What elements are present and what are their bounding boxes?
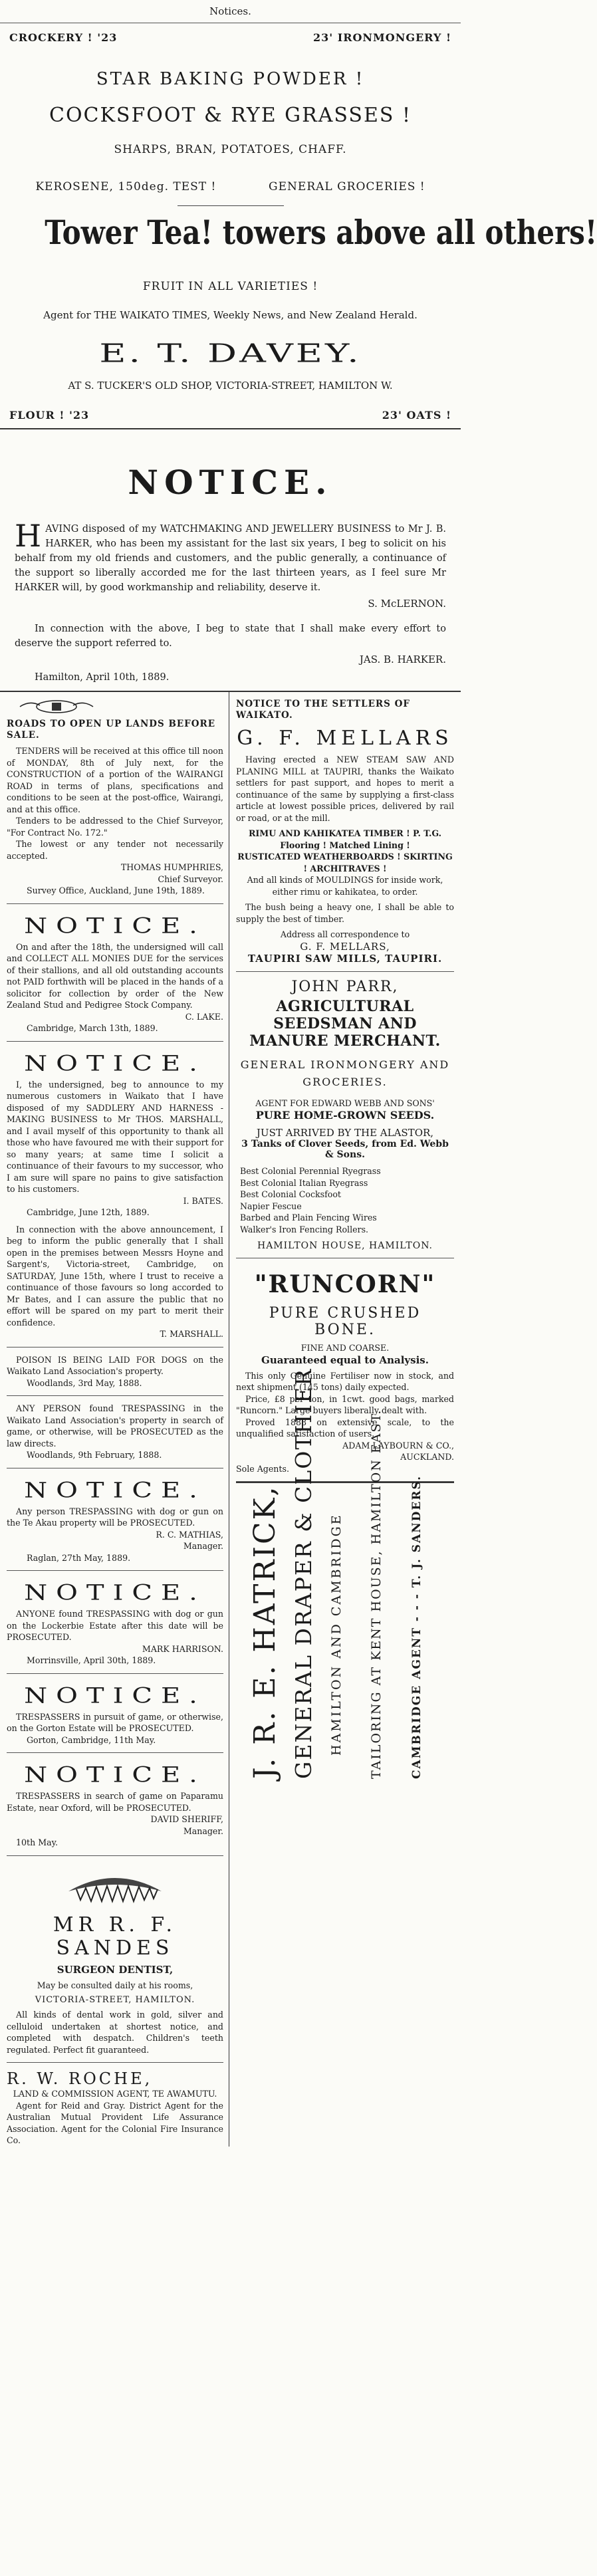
roads-body-2: Tenders to be addressed to the Chief Surveyor, "For Contract No. 172." bbox=[7, 816, 223, 838]
masthead: Notices. bbox=[0, 0, 461, 23]
ad-header-row bbox=[9, 26, 451, 44]
trespass-4-date: Gorton, Cambridge, 11th May. bbox=[27, 1734, 156, 1745]
lake-signature: C. LAKE. bbox=[185, 1011, 223, 1022]
left-column bbox=[0, 692, 229, 2147]
mouldings-line: And all kinds of MOULDINGS for inside work, either rimu or kahikatea, to order. bbox=[247, 875, 443, 897]
mclernon-notice bbox=[0, 429, 461, 692]
trespass-notice-1 bbox=[7, 1396, 223, 1468]
bates-body: I, the undersigned, beg to announce to my numerous customers in Waikato that I have disposed of my SADDLERY AND HARNESS - MAKING BUSINESS to Mr THOS. MARSHALL, and I avail myself of this opportunity to thank all those who have favoured me with their support for so many years; at same time I solicit a continuance of their favours to my successor, who I am sure will spare no pains to give satisfaction to his customers. bbox=[7, 1079, 223, 1194]
kerosene-label: KEROSENE, 150deg. TEST ! bbox=[35, 180, 217, 193]
trespass-3-signature: MARK HARRISON. bbox=[142, 1643, 223, 1654]
list-item: Best Colonial Perennial Ryegrass bbox=[240, 1166, 381, 1176]
runcorn-pure: PURE CRUSHED BONE. bbox=[269, 1305, 421, 1338]
draper-line: GENERAL DRAPER & CLOTHIER bbox=[291, 1367, 316, 1779]
rimu-line: RIMU AND KAHIKATEA TIMBER ! P. T.G. Flooring ! Matched Lining ! bbox=[248, 828, 442, 850]
trespass-5-signature-title: Manager. bbox=[183, 1825, 223, 1836]
harker-paragraph: In connection with the above, I beg to state that I shall make every effort to deserve the support referred to. bbox=[15, 624, 446, 649]
trespass-3-date: Morrinsville, April 30th, 1889. bbox=[27, 1655, 156, 1665]
notice-heading: NOTICE. bbox=[24, 1580, 206, 1605]
notice-heading: NOTICE. bbox=[24, 1683, 206, 1708]
mellars-mill: TAUPIRI SAW MILLS, TAUPIRI. bbox=[247, 952, 443, 965]
runcorn-city: AUCKLAND. bbox=[400, 1452, 454, 1462]
parr-general: GENERAL IRONMONGERY AND GROCERIES. bbox=[240, 1058, 450, 1088]
cambridge-agent-line: CAMBRIDGE AGENT - - - T. J. SANDERS. bbox=[410, 1474, 423, 1779]
trespass-3-body: ANYONE found TRESPASSING with dog or gun on the Lockerbie Estate after this date will be PROSECUTED. bbox=[7, 1609, 223, 1642]
runcorn-signature: ADAM LAYBOURN & CO., bbox=[342, 1440, 454, 1451]
mellars-name: G. F. MELLARS bbox=[237, 727, 453, 750]
ad-footer-row bbox=[9, 409, 451, 421]
lake-body: On and after the 18th, the undersigned will call and COLLECT ALL MONIES DUE for the services of their stallions, and all old outstanding accounts not PAID forthwith will be placed in the hands of a solicitor for collection by order of the New Zealand Stud and Pedigree Stock Company. bbox=[7, 941, 223, 1010]
trespass-2-body: Any person TRESPASSING with dog or gun on the Te Akau property will be PROSECUTED. bbox=[7, 1506, 223, 1528]
poison-body: POISON IS BEING LAID FOR DOGS on the Waikato Land Association's property. bbox=[7, 1354, 223, 1376]
hatrick-name: J. R. E. HATRICK, bbox=[248, 1484, 282, 1779]
parr-name: JOHN PARR, bbox=[291, 978, 399, 995]
notice-heading: NOTICE. bbox=[24, 1762, 206, 1788]
parr-seeds: PURE HOME-GROWN SEEDS. bbox=[255, 1109, 435, 1121]
parr-title: AGRICULTURAL SEEDSMAN AND MANURE MERCHANT. bbox=[249, 997, 441, 1050]
roads-notice bbox=[7, 692, 223, 904]
notice-title: NOTICE. bbox=[128, 463, 333, 502]
address-line: Address all correspondence to bbox=[280, 929, 410, 939]
right-column bbox=[229, 692, 461, 2147]
star-baking-powder: STAR BAKING POWDER ! bbox=[96, 69, 365, 89]
parr-agent: AGENT FOR EDWARD WEBB AND SONS' bbox=[255, 1098, 435, 1108]
list-item: Napier Fescue bbox=[240, 1201, 302, 1211]
dentist-body-2: All kinds of dental work in gold, silver and celluloid undertaken at shortest notice, and completed with despatch. Children's teeth regulated. Perfect fit guaranteed. bbox=[7, 2010, 223, 2055]
two-column-section bbox=[0, 692, 461, 2147]
notice-heading: NOTICE. bbox=[24, 1051, 206, 1076]
mellars-signature: G. F. MELLARS, bbox=[300, 940, 390, 953]
parr-advert bbox=[236, 972, 454, 1259]
trespass-notice-3 bbox=[7, 1571, 223, 1674]
parr-item-list bbox=[236, 1165, 454, 1235]
towns-line: HAMILTON AND CAMBRIDGE bbox=[329, 1513, 344, 1756]
mclernon-text: AVING disposed of my WATCHMAKING AND JEWELLERY BUSINESS to Mr J. B. HARKER, who has been my assistant for the last six years, I beg to solicit on his behalf from my old friends and customers, and the public generally, a continuance of the support so liberally accorded me for the last thirteen years, as I feel sure Mr HARKER will, by good workmanship and reliability, deserve it. bbox=[15, 524, 446, 593]
runcorn-guarantee: Guaranteed equal to Analysis. bbox=[261, 1353, 429, 1366]
lake-date: Cambridge, March 13th, 1889. bbox=[27, 1023, 158, 1033]
roads-title: ROADS TO OPEN UP LANDS BEFORE SALE. bbox=[7, 719, 215, 741]
dentures-icon bbox=[62, 1868, 168, 1908]
flour-label: FLOUR ! '23 bbox=[9, 409, 90, 421]
trespass-5-signature: DAVID SHERIFF, bbox=[150, 1814, 223, 1824]
roads-signature: THOMAS HUMPHRIES, bbox=[120, 862, 223, 872]
mclernon-paragraph bbox=[15, 518, 446, 595]
divider bbox=[178, 205, 284, 206]
trespass-1-body: ANY PERSON found TRESPASSING in the Waikato Land Association's property in search of game, or otherwise, will be PROSECUTED as the law directs. bbox=[7, 1403, 223, 1449]
harker-signature: JAS. B. HARKER. bbox=[359, 653, 446, 665]
trespass-2-date: Raglan, 27th May, 1889. bbox=[27, 1552, 131, 1563]
poison-notice bbox=[7, 1347, 223, 1397]
dentist-body: May be consulted daily at his rooms, bbox=[37, 1980, 193, 1990]
mellars-title: NOTICE TO THE SETTLERS OF WAIKATO. bbox=[236, 699, 410, 721]
parr-footer: HAMILTON HOUSE, HAMILTON. bbox=[257, 1240, 433, 1251]
trespass-5-date: 10th May. bbox=[16, 1837, 59, 1847]
roche-advert bbox=[7, 2063, 223, 2147]
mellars-body: Having erected a NEW STEAM SAW AND PLANING MILL at TAUPIRI, thanks the Waikato settlers for past support, and hopes to merit a continuance of the same by supplying a first-class article at lowest possible prices, delivered by rail or road, or at the mill. bbox=[236, 755, 454, 823]
trespass-4-body: TRESPASSERS in pursuit of game, or otherwise, on the Gorton Estate will be PROSECUTED. bbox=[7, 1711, 223, 1733]
tower-tea-heading: Tower Tea! towers above all others! bbox=[45, 213, 597, 252]
oats-label: 23' OATS ! bbox=[382, 409, 451, 421]
notice-heading: NOTICE. bbox=[24, 1478, 206, 1502]
trespass-notice-4 bbox=[7, 1674, 223, 1754]
roche-title: LAND & COMMISSION AGENT, TE AWAMUTU. bbox=[13, 2089, 217, 2099]
trespass-1-date: Woodlands, 9th February, 1888. bbox=[27, 1450, 162, 1460]
davey-advert bbox=[0, 23, 597, 429]
agent-line: Agent for THE WAIKATO TIMES, Weekly News, and New Zealand Herald. bbox=[43, 309, 418, 321]
roads-body: TENDERS will be received at this office till noon of MONDAY, 8th of July next, for the CONSTRUCTION of a portion of the WAIRANGI ROAD in terms of plans, specifications and conditions to be seen at the post-office, Wairangi, and at this office. bbox=[7, 746, 223, 814]
trespass-5-body: TRESPASSERS in search of game on Paparamu Estate, near Oxford, will be PROSECUTED. bbox=[7, 1791, 223, 1813]
poison-date: Woodlands, 3rd May, 1888. bbox=[27, 1377, 142, 1388]
tailoring-line: TAILORING AT KENT HOUSE, HAMILTON EAST. bbox=[369, 1409, 384, 1779]
ironmongery-label: 23' IRONMONGERY ! bbox=[312, 31, 451, 44]
notice-heading: NOTICE. bbox=[24, 913, 206, 938]
dentist-name: MR R. F. SANDES bbox=[53, 1913, 178, 1960]
runcorn-agents: Sole Agents. bbox=[236, 1463, 289, 1474]
davey-address: AT S. TUCKER'S OLD SHOP, VICTORIA-STREET, HAMILTON W. bbox=[68, 380, 393, 392]
bates-date: Cambridge, June 12th, 1889. bbox=[27, 1207, 150, 1217]
dentist-advert bbox=[7, 1856, 223, 2063]
davey-name: E. T. DAVEY. bbox=[99, 338, 362, 368]
runcorn-proved: Proved 1888 on extensive scale, to the unqualified satisfaction of users. bbox=[236, 1417, 454, 1439]
roads-date: Survey Office, Auckland, June 19th, 1889. bbox=[27, 885, 205, 895]
list-item: Best Colonial Italian Ryegrass bbox=[240, 1177, 368, 1188]
marshall-body: In connection with the above announcement, I beg to inform the public generally that I shall open in the premises between Messrs Hoyne and Sargent's, Victoria-street, Cambridge, on SATURDAY, June 15th, where I trust to receive a continuance of those favours so long accorded to Mr Bates, and I can assure the public that no effort will be spared on my part to merit their confidence. bbox=[7, 1224, 223, 1328]
mclernon-signature: S. McLERNON. bbox=[368, 598, 446, 610]
sharps-line: SHARPS, BRAN, POTATOES, CHAFF. bbox=[114, 143, 347, 156]
trespass-notice-2 bbox=[7, 1468, 223, 1572]
roads-body-3: The lowest or any tender not necessarily accepted. bbox=[7, 839, 223, 861]
mellars-advert bbox=[236, 692, 454, 972]
bush-line: The bush being a heavy one, I shall be able to supply the best of timber. bbox=[236, 902, 454, 924]
fruit-line: FRUIT IN ALL VARIETIES ! bbox=[142, 280, 318, 293]
kerosene-row bbox=[9, 180, 451, 193]
list-item: Walker's Iron Fencing Rollers. bbox=[240, 1224, 369, 1234]
lake-notice bbox=[7, 904, 223, 1042]
crockery-label: CROCKERY ! '23 bbox=[9, 31, 118, 44]
marshall-signature: T. MARSHALL. bbox=[160, 1329, 223, 1339]
roche-name: R. W. ROCHE, bbox=[7, 2069, 153, 2088]
cocksfoot-heading: COCKSFOOT & RYE GRASSES ! bbox=[49, 104, 412, 127]
runcorn-price: Price, £8 per ton, in 1cwt. good bags, marked "Runcorn." Large buyers liberally dealt with. bbox=[236, 1393, 454, 1415]
groceries-label: GENERAL GROCERIES ! bbox=[269, 180, 425, 193]
rusticated-line: RUSTICATED WEATHERBOARDS ! SKIRTING ! ARCHITRAVES ! bbox=[237, 852, 453, 874]
notice-date: Hamilton, April 10th, 1889. bbox=[35, 672, 170, 683]
runcorn-fine: FINE AND COARSE. bbox=[300, 1343, 390, 1353]
roads-signature-title: Chief Surveyor. bbox=[158, 874, 223, 884]
trespass-notice-5 bbox=[7, 1753, 223, 1856]
bates-notice bbox=[7, 1042, 223, 1347]
dentist-address: VICTORIA-STREET, HAMILTON. bbox=[35, 1995, 195, 2005]
list-item: Best Colonial Cocksfoot bbox=[240, 1189, 341, 1199]
bates-signature: I. BATES. bbox=[183, 1195, 223, 1206]
parr-clover: 3 Tanks of Clover Seeds, from Ed. Webb & Sons. bbox=[241, 1139, 449, 1160]
runcorn-body: This only Genuine Fertiliser now in stock, and next shipment (145 tons) daily expected. bbox=[236, 1370, 454, 1392]
roche-body: Agent for Reid and Gray. District Agent for the Australian Mutual Provident Life Assurance Association. Agent for the Colonial Fire Insurance Co. bbox=[7, 2100, 223, 2145]
dropcap: H bbox=[15, 518, 42, 554]
coat-of-arms-icon bbox=[7, 699, 106, 713]
runcorn-advert bbox=[236, 1258, 454, 1482]
dentist-title: SURGEON DENTIST, bbox=[57, 1963, 174, 1976]
trespass-2-signature: R. C. MATHIAS, bbox=[156, 1529, 223, 1540]
trespass-2-signature-title: Manager. bbox=[183, 1541, 223, 1551]
runcorn-heading: "RUNCORN" bbox=[254, 1270, 436, 1298]
list-item: Barbed and Plain Fencing Wires bbox=[240, 1213, 377, 1223]
parr-arrived: JUST ARRIVED BY THE ALASTOR, bbox=[256, 1127, 434, 1139]
